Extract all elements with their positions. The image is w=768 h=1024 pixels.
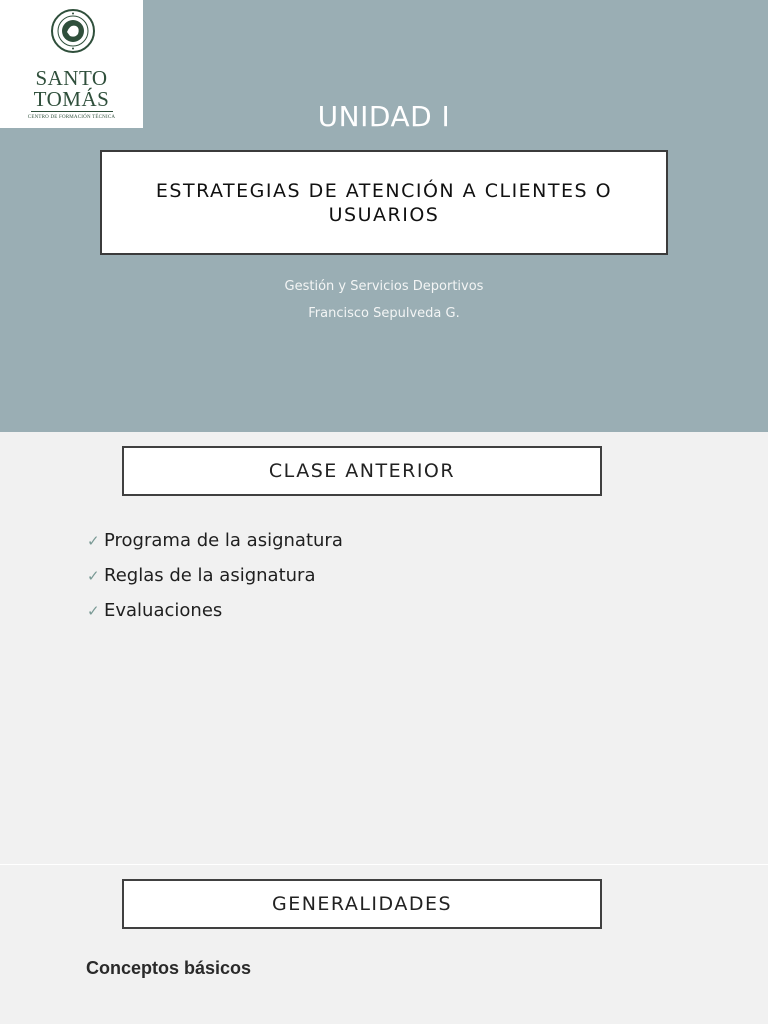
list-item xyxy=(87,593,343,628)
list-item xyxy=(87,558,343,593)
author-name: Francisco Sepulveda G. xyxy=(308,306,460,321)
generalities-slide xyxy=(0,865,768,1024)
list-item-label: Evaluaciones xyxy=(104,600,223,621)
seal-icon xyxy=(50,8,96,54)
previous-class-slide xyxy=(0,432,768,864)
logo-word-tomas: TOMÁS xyxy=(33,87,110,111)
list-item xyxy=(87,523,343,558)
topic-list xyxy=(87,523,343,628)
section-heading: CLASE ANTERIOR xyxy=(122,446,602,496)
slide-title: ESTRATEGIAS DE ATENCIÓN A CLIENTES O USUARIOS xyxy=(155,179,613,226)
check-icon: ✓ xyxy=(87,566,100,585)
logo-word-santo: SANTO xyxy=(35,66,108,90)
list-item-label: Reglas de la asignatura xyxy=(104,565,316,586)
course-name: Gestión y Servicios Deportivos xyxy=(284,279,484,294)
title-box xyxy=(100,150,668,255)
logo-caption: CENTRO DE FORMACIÓN TÉCNICA xyxy=(27,115,116,120)
subheading: Conceptos básicos xyxy=(86,958,252,978)
list-item-label: Programa de la asignatura xyxy=(104,530,343,551)
title-slide xyxy=(0,0,768,432)
check-icon: ✓ xyxy=(87,531,100,550)
check-icon: ✓ xyxy=(87,601,100,620)
unit-title: UNIDAD I xyxy=(317,100,451,133)
section-heading: GENERALIDADES xyxy=(122,879,602,929)
